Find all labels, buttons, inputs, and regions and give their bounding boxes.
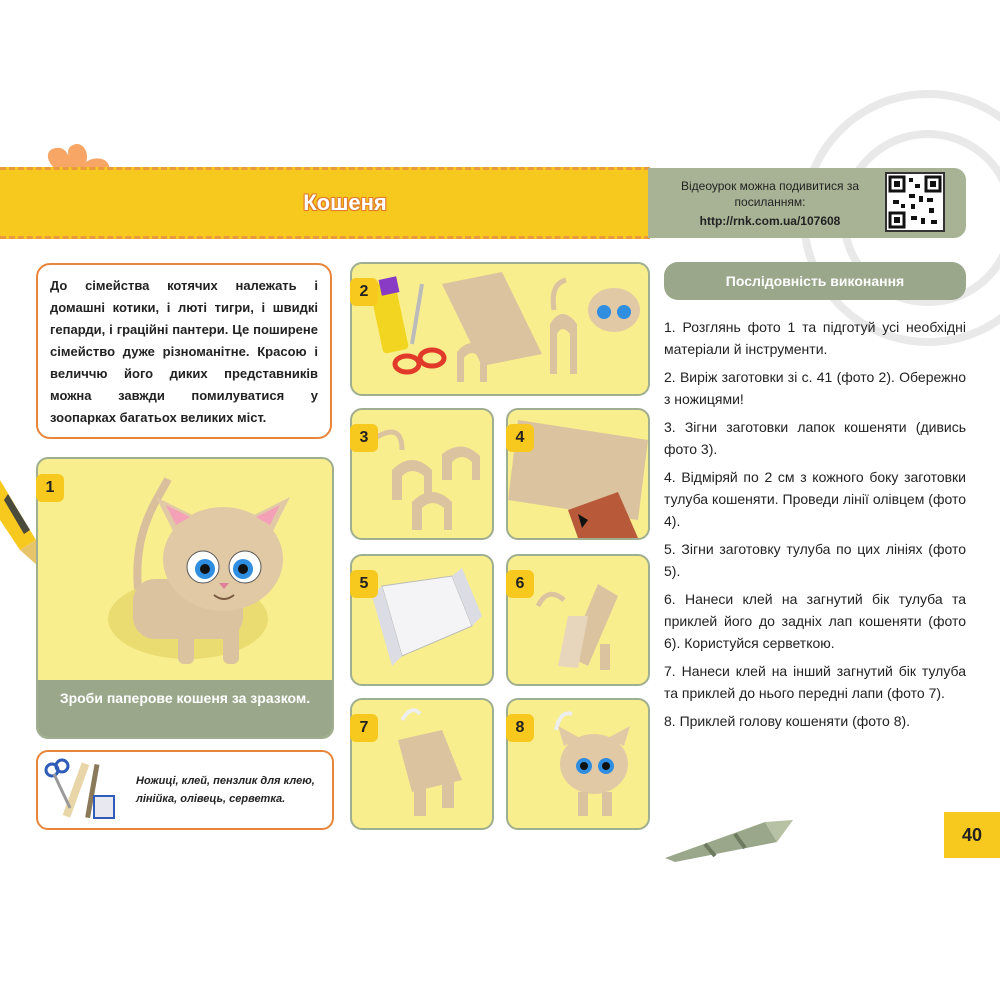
step-item: 7. Нанеси клей на інший загнутий бік тулуба та приклей до нього передні лапи (фото 7). [664,663,966,701]
photo-3-number: 3 [350,424,378,452]
video-link-text: Відеоурок можна подивитися за посиланням: [680,179,860,209]
step-item: 2. Виріж заготовки зі с. 41 (фото 2). Обережно з ножицями! [664,369,966,407]
step-item: 1. Розглянь фото 1 та підготуй усі необхідні матеріали й інструменти. [664,319,966,357]
intro-text: До сімейства котячих належать і домашні котики, і люті тигри, і швидкі гепарди, і граційні пантери. Це поширене сімейство дуже різноманітне. Красою і величчю його диких представників можна завжди помилуватися у зоопарках багатьох великих міст. [36,263,332,439]
video-link-url[interactable]: http://rnk.com.ua/107608 [699,214,841,228]
sequence-heading: Послідовність виконання [725,273,905,289]
sequence-steps [664,316,966,738]
step-item: 3. Зігни заготовки лапок кошеняти (дивись фото 3). [664,419,966,457]
photo-7-number: 7 [350,714,378,742]
photo-2-number: 2 [350,278,378,306]
cat-illustration [38,459,332,689]
photo-8-number: 8 [506,714,534,742]
step-item: 6. Нанеси клей на загнутий бік тулуба та приклей його до задніх лап кошеняти (фото 6). Користуйся серветкою. [664,591,966,651]
page-number: 40 [944,812,1000,858]
photo-5-number: 5 [350,570,378,598]
crayon-decoration [665,812,795,862]
step-item: 8. Приклей голову кошеняти (фото 8). [664,713,911,729]
photo-4-number: 4 [506,424,534,452]
step-item: 4. Відміряй по 2 см з кожного боку заготовки тулуба кошеняти. Проведи лінії олівцем (фото 4). [664,469,966,529]
qr-code-icon[interactable] [885,172,945,232]
tools-icon [42,756,122,824]
step-item: 5. Зігни заготовку тулуба по цих лініях (фото 5). [664,541,966,579]
materials-list: Ножиці, клей, пензлик для клею, лінійка, олівець, серветка. [136,775,315,805]
photo-1-caption: Зроби паперове кошеня за зразком. [59,690,311,706]
page-title: Кошеня [303,190,387,215]
photo-2 [350,262,650,396]
photo-6-number: 6 [506,570,534,598]
photo-1-number: 1 [36,474,64,502]
